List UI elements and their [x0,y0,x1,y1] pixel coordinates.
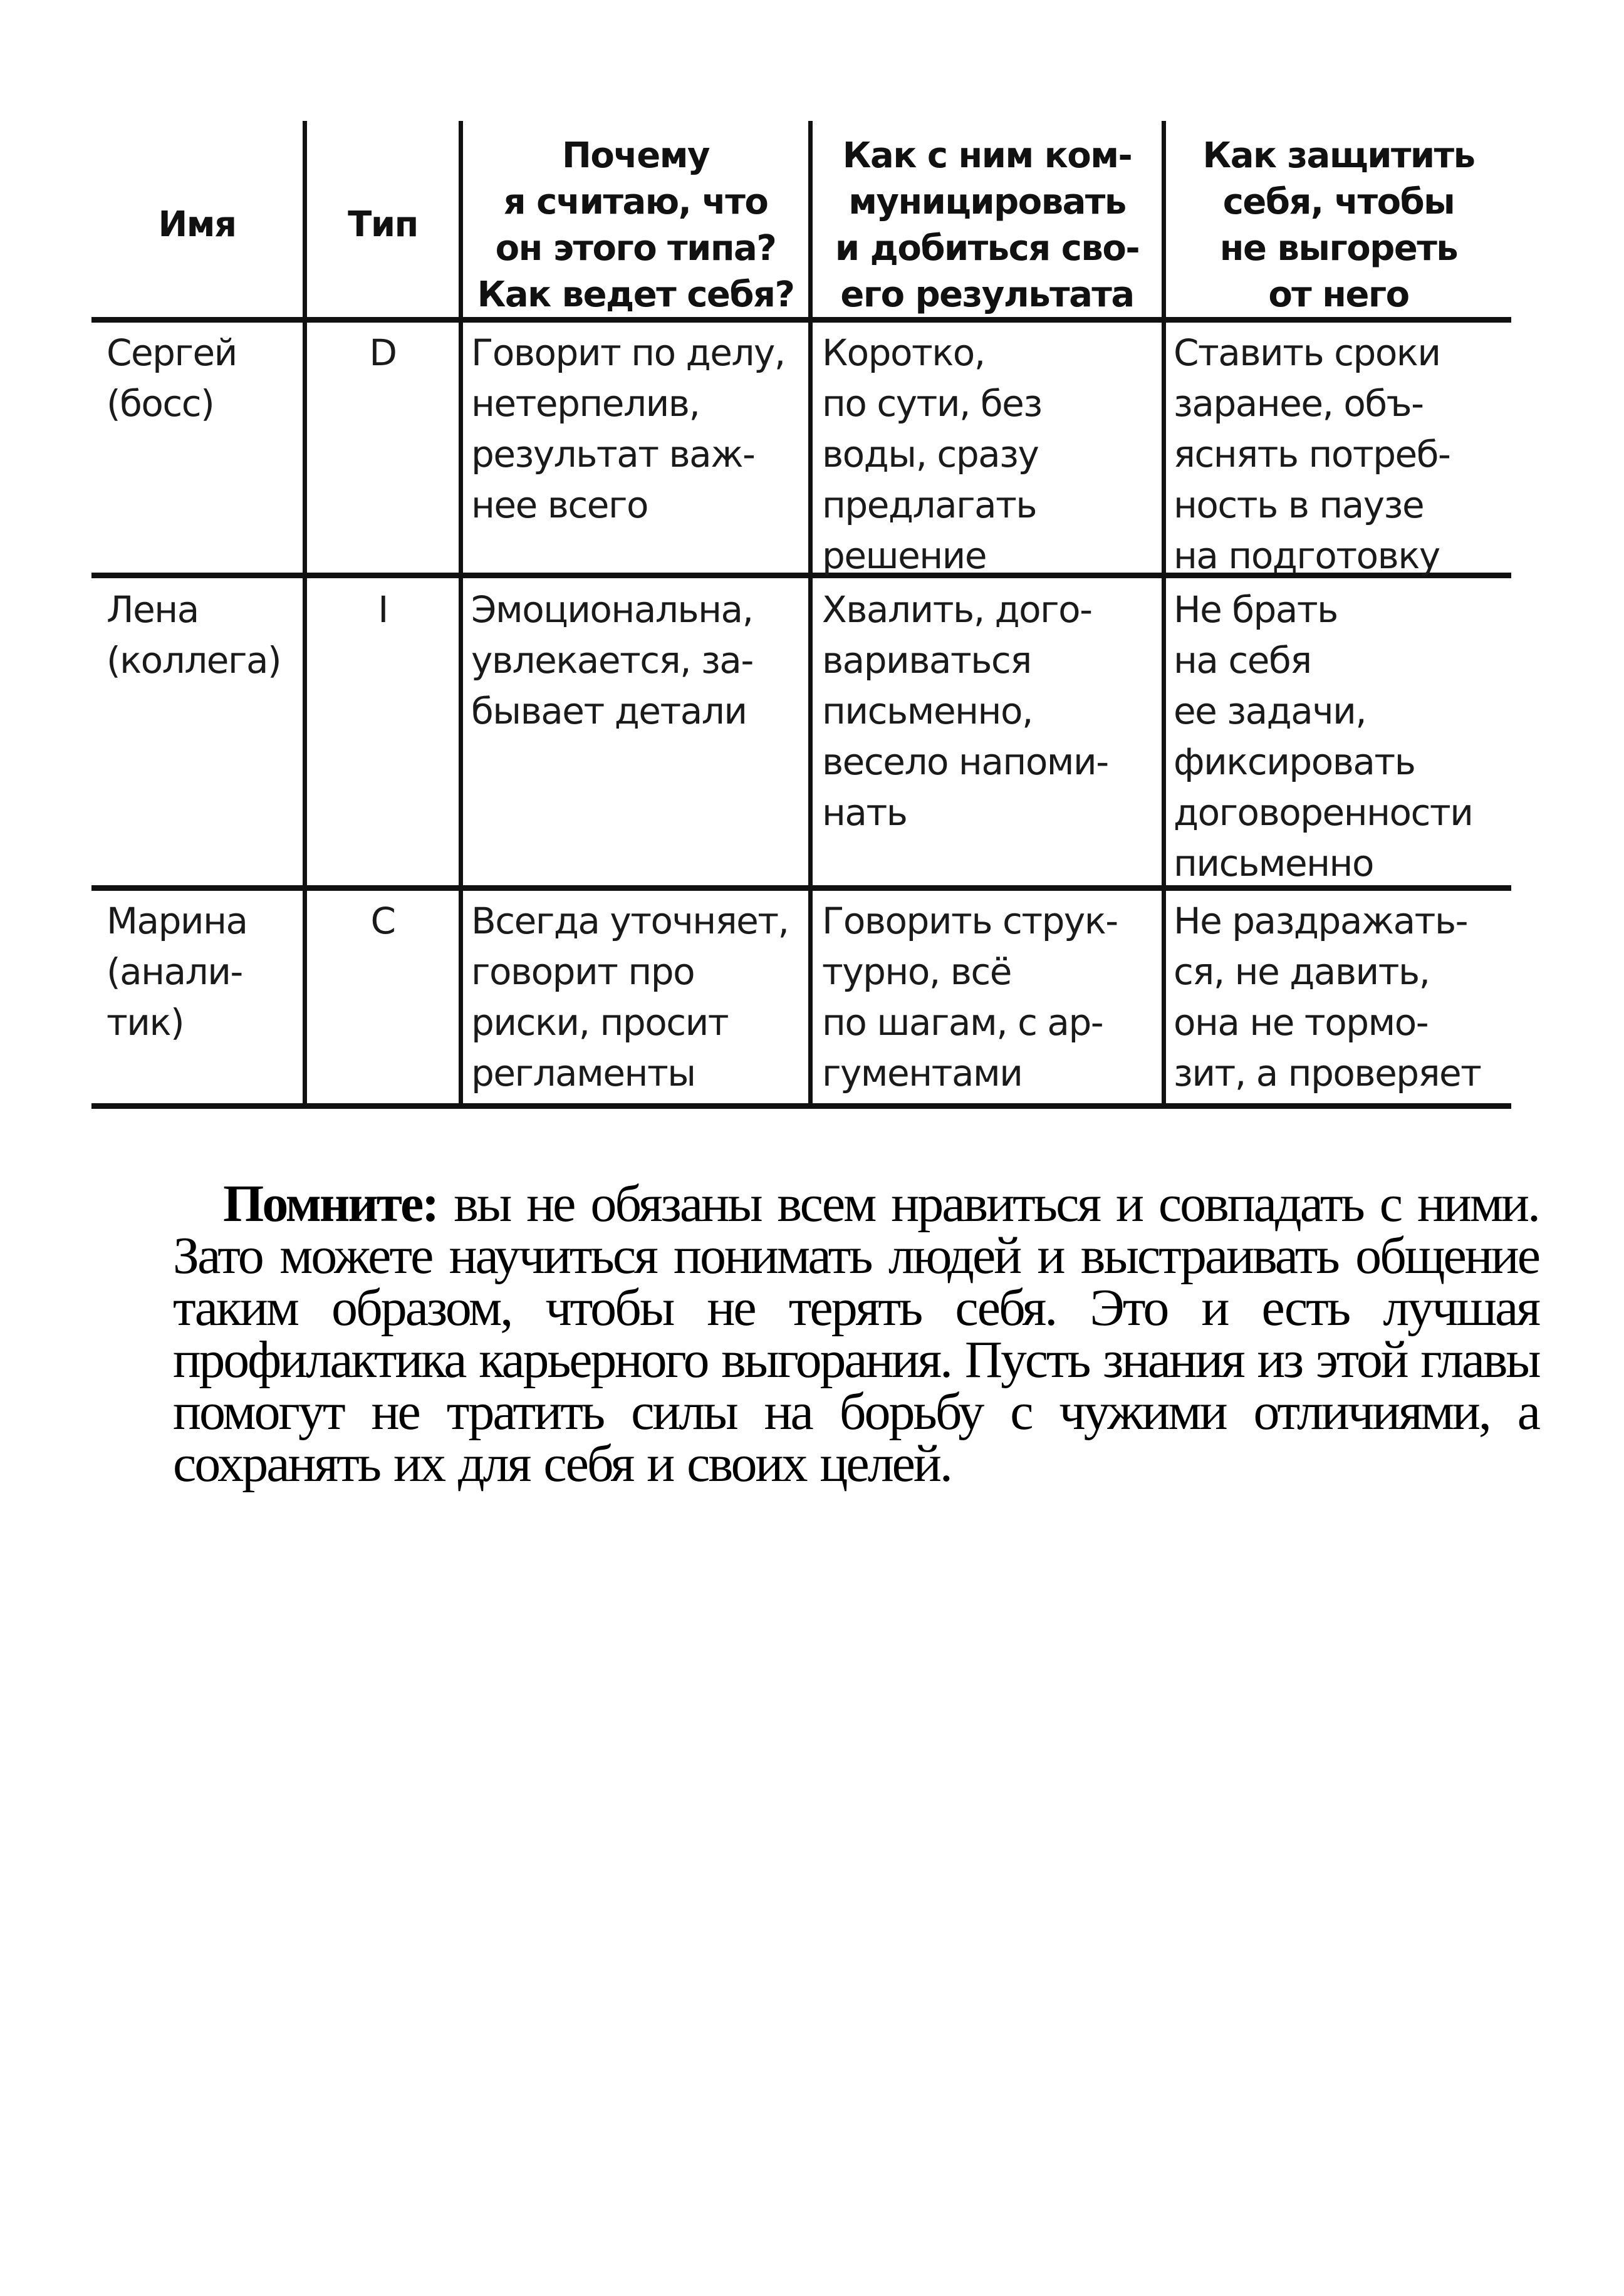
header-protect: Как защитить себя, чтобы не выгореть от него [1202,135,1475,315]
paragraph-line: помогут не тратить силы на борьбу с чужими отличиями, а [173,1383,1539,1441]
table-column-divider [303,121,307,1108]
cell-type: D [369,331,397,374]
paragraph-line: Зато можете научиться понимать людей и выстраивать общение [173,1227,1539,1285]
cell-protect: Ставить сроки заранее, объ- яснять потреб- ность в паузе на подготовку [1174,331,1450,577]
cell-protect: Не брать на себя ее задачи, фиксировать договоренности письменно [1174,588,1473,885]
cell-name: Марина (анали- тик) [107,900,247,1044]
cell-why: Эмоциональна, увлекается, за- бывает детали [471,588,753,732]
table-column-divider [459,121,463,1108]
paragraph-line: Помните: вы не обязаны всем нравиться и совпадать с ними. [223,1175,1539,1233]
cell-type: I [378,588,388,631]
table-column-divider [808,121,813,1108]
cell-why: Всегда уточняет, говорит про риски, просит регламенты [471,900,789,1094]
header-type: Тип [348,204,418,245]
cell-how: Говорить струк- турно, всё по шагам, с ар- гументами [822,900,1118,1094]
cell-protect: Не раздражать- ся, не давить, она не тормо- зит, а проверяет [1174,900,1481,1094]
cell-name: Лена (коллега) [107,588,281,682]
header-name: Имя [158,204,236,245]
cell-how: Коротко, по сути, без воды, сразу предлагать решение [822,331,1042,577]
cell-why: Говорит по делу, нетерпелив, результат важ- нее всего [471,331,785,526]
cell-type: C [370,900,395,942]
bold-lead: Помните: [223,1175,438,1233]
body-paragraph [173,1175,1539,1493]
table-bottom-rule [91,1103,1511,1109]
paragraph-line: таким образом, чтобы не терять себя. Это и есть лучшая [173,1279,1539,1337]
header-why: Почему я считаю, что он этого типа? Как ведет себя? [477,135,794,315]
paragraph-line: сохранять их для себя и своих целей. [173,1435,951,1493]
cell-name: Сергей (босс) [107,331,237,425]
cell-how: Хвалить, дого- вариваться письменно, весело напоми- нать [822,588,1108,834]
table-column-divider [1162,121,1166,1108]
paragraph-line: профилактика карьерного выгорания. Пусть знания из этой главы [173,1331,1539,1389]
header-how: Как с ним ком- муницировать и добиться сво- его результата [835,135,1140,315]
